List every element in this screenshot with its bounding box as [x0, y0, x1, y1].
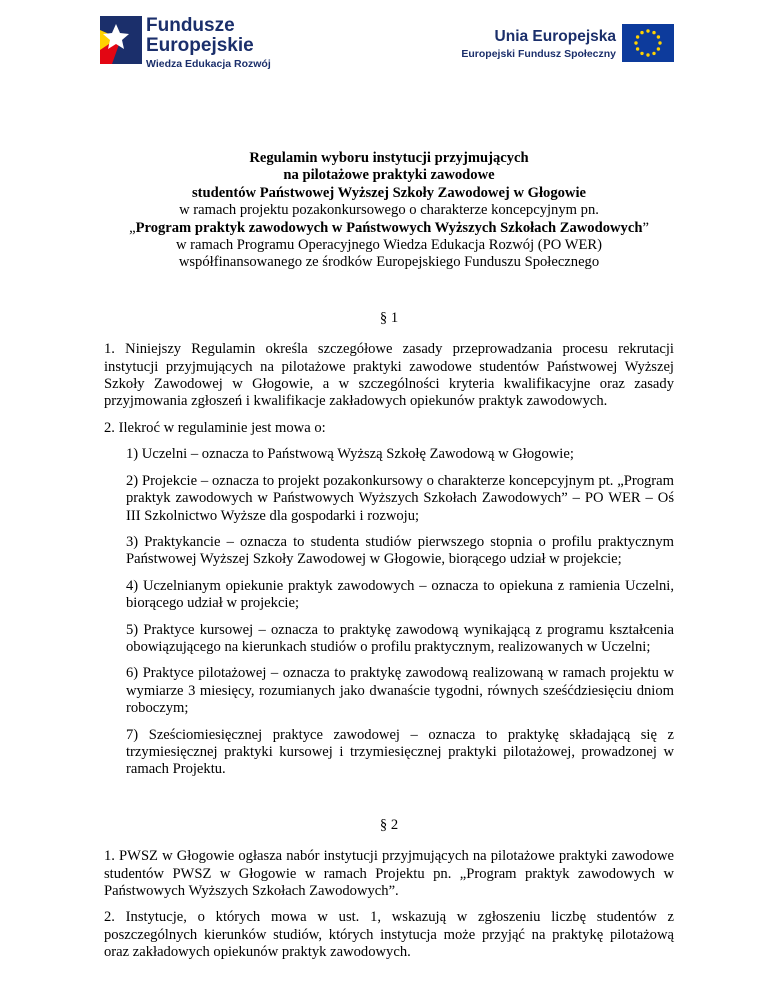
- header-logos: [0, 0, 768, 110]
- title-line1: Regulamin wyboru instytucji przyjmujących: [249, 150, 529, 166]
- title-line2: na pilotażowe praktyki zawodowe: [283, 167, 495, 184]
- title-line5-open-quote: „: [129, 219, 136, 236]
- section2-heading: § 2: [379, 816, 399, 833]
- definition-item: 1) Uczelni – oznacza to Państwową Wyższą Szkołę Zawodową w Głogowie;: [126, 446, 574, 463]
- fe-logo-line2: Europejskie: [146, 35, 254, 56]
- title-line7: współfinansowanego ze środków Europejskiego Funduszu Społecznego: [178, 254, 600, 271]
- ue-logo-line2: Europejski Fundusz Społeczny: [461, 48, 616, 60]
- title-line5-program-name: Program praktyk zawodowych w Państwowych Wyższych Szkołach Zawodowych: [135, 219, 643, 236]
- fe-logo-line1: Fundusze: [146, 15, 235, 36]
- section1-heading: § 1: [379, 309, 399, 326]
- title-line3: studentów Państwowej Wyższej Szkoły Zawodowej w Głogowie: [191, 184, 586, 201]
- document-body: [104, 150, 674, 971]
- definition-item: 7) Sześciomiesięcznej praktyce zawodowej – oznacza to praktykę składającą się z trzymiesięcznej praktyki kursowej i trzymiesięcznej praktyki pilotażowej, prowadzonej w ramach Projektu.: [126, 726, 674, 778]
- definition-item: 4) Uczelnianym opiekunie praktyk zawodowych – oznacza to opiekuna z ramienia Uczelni, biorącego udział w projekcie;: [126, 577, 674, 612]
- section1-paragraph2: 2. Ilekroć w regulaminie jest mowa o:: [104, 419, 326, 436]
- fundusze-europejskie-wordmark: [146, 16, 271, 70]
- title-line5-close-quote: ”: [642, 219, 649, 236]
- definition-item: 5) Praktyce kursowej – oznacza to praktykę zawodową wynikającą z programu kształcenia obowiązującego na kierunkach studiów o profilu praktycznym, realizowanych w Uczelni;: [126, 621, 674, 655]
- title-line4: w ramach projektu pozakonkursowego o charakterze koncepcyjnym pn.: [179, 202, 599, 219]
- definition-item: 3) Praktykancie – oznacza to studenta studiów pierwszego stopnia o profilu praktycznym Państwowej Wyższej Szkoły Zawodowej w Głogowie, biorącego udział w projekcie;: [126, 533, 674, 568]
- title-line5: [104, 220, 674, 237]
- title-line6: w ramach Programu Operacyjnego Wiedza Edukacja Rozwój (PO WER): [175, 237, 602, 254]
- definition-item: 6) Praktyce pilotażowej – oznacza to praktykę zawodową realizowaną w ramach projektu w wymiarze 3 miesięcy, rozumianych jako dwanaście tygodni, równych sześćdziesięciu dniom roboczym;: [126, 665, 674, 717]
- section2-paragraph1: 1. PWSZ w Głogowie ogłasza nabór instytucji przyjmujących na pilotażowe praktyki zawodowe studentów PWSZ w Głogowie w ramach Projektu pn. „Program praktyk zawodowych w Państwowych Wyższych Szkołach Zawodowych”.: [104, 848, 674, 899]
- ue-logo-line1: Unia Europejska: [494, 28, 616, 45]
- eu-flag-icon: [622, 24, 674, 62]
- fe-logo-line3: Wiedza Edukacja Rozwój: [146, 58, 271, 70]
- unia-europejska-wordmark: [461, 28, 616, 60]
- section2-paragraph2: 2. Instytucje, o których mowa w ust. 1, wskazują w zgłoszeniu liczbę studentów z poszczególnych kierunków studiów, których instytucja może przyjąć na praktykę pilotażową oraz zakładowych opiekunów praktyk zawodowych.: [104, 909, 674, 961]
- definition-item: 2) Projekcie – oznacza to projekt pozakonkursowy o charakterze koncepcyjnym pt. „Program praktyk zawodowych w Państwowych Wyższych Szkołach Zawodowych” – PO WER – Oś III Szkolnictwo Wyższe dla gospodarki i rozwoju;: [126, 472, 674, 524]
- document-title-block: [104, 150, 674, 272]
- section1-paragraph1: 1. Niniejszy Regulamin określa szczegółowe zasady przeprowadzania procesu rekrutacji instytucji przyjmujących na pilotażowe praktyki zawodowe studentów Państwowej Wyższej Szkoły Zawodowej w Głogowie, a w szczególności kryteria kwalifikacyjne oraz zasady przyjmowania zgłoszeń i kwalifikacje zakładowych opiekunów praktyk zawodowych.: [104, 341, 674, 410]
- fundusze-europejskie-logo-icon: [100, 16, 142, 64]
